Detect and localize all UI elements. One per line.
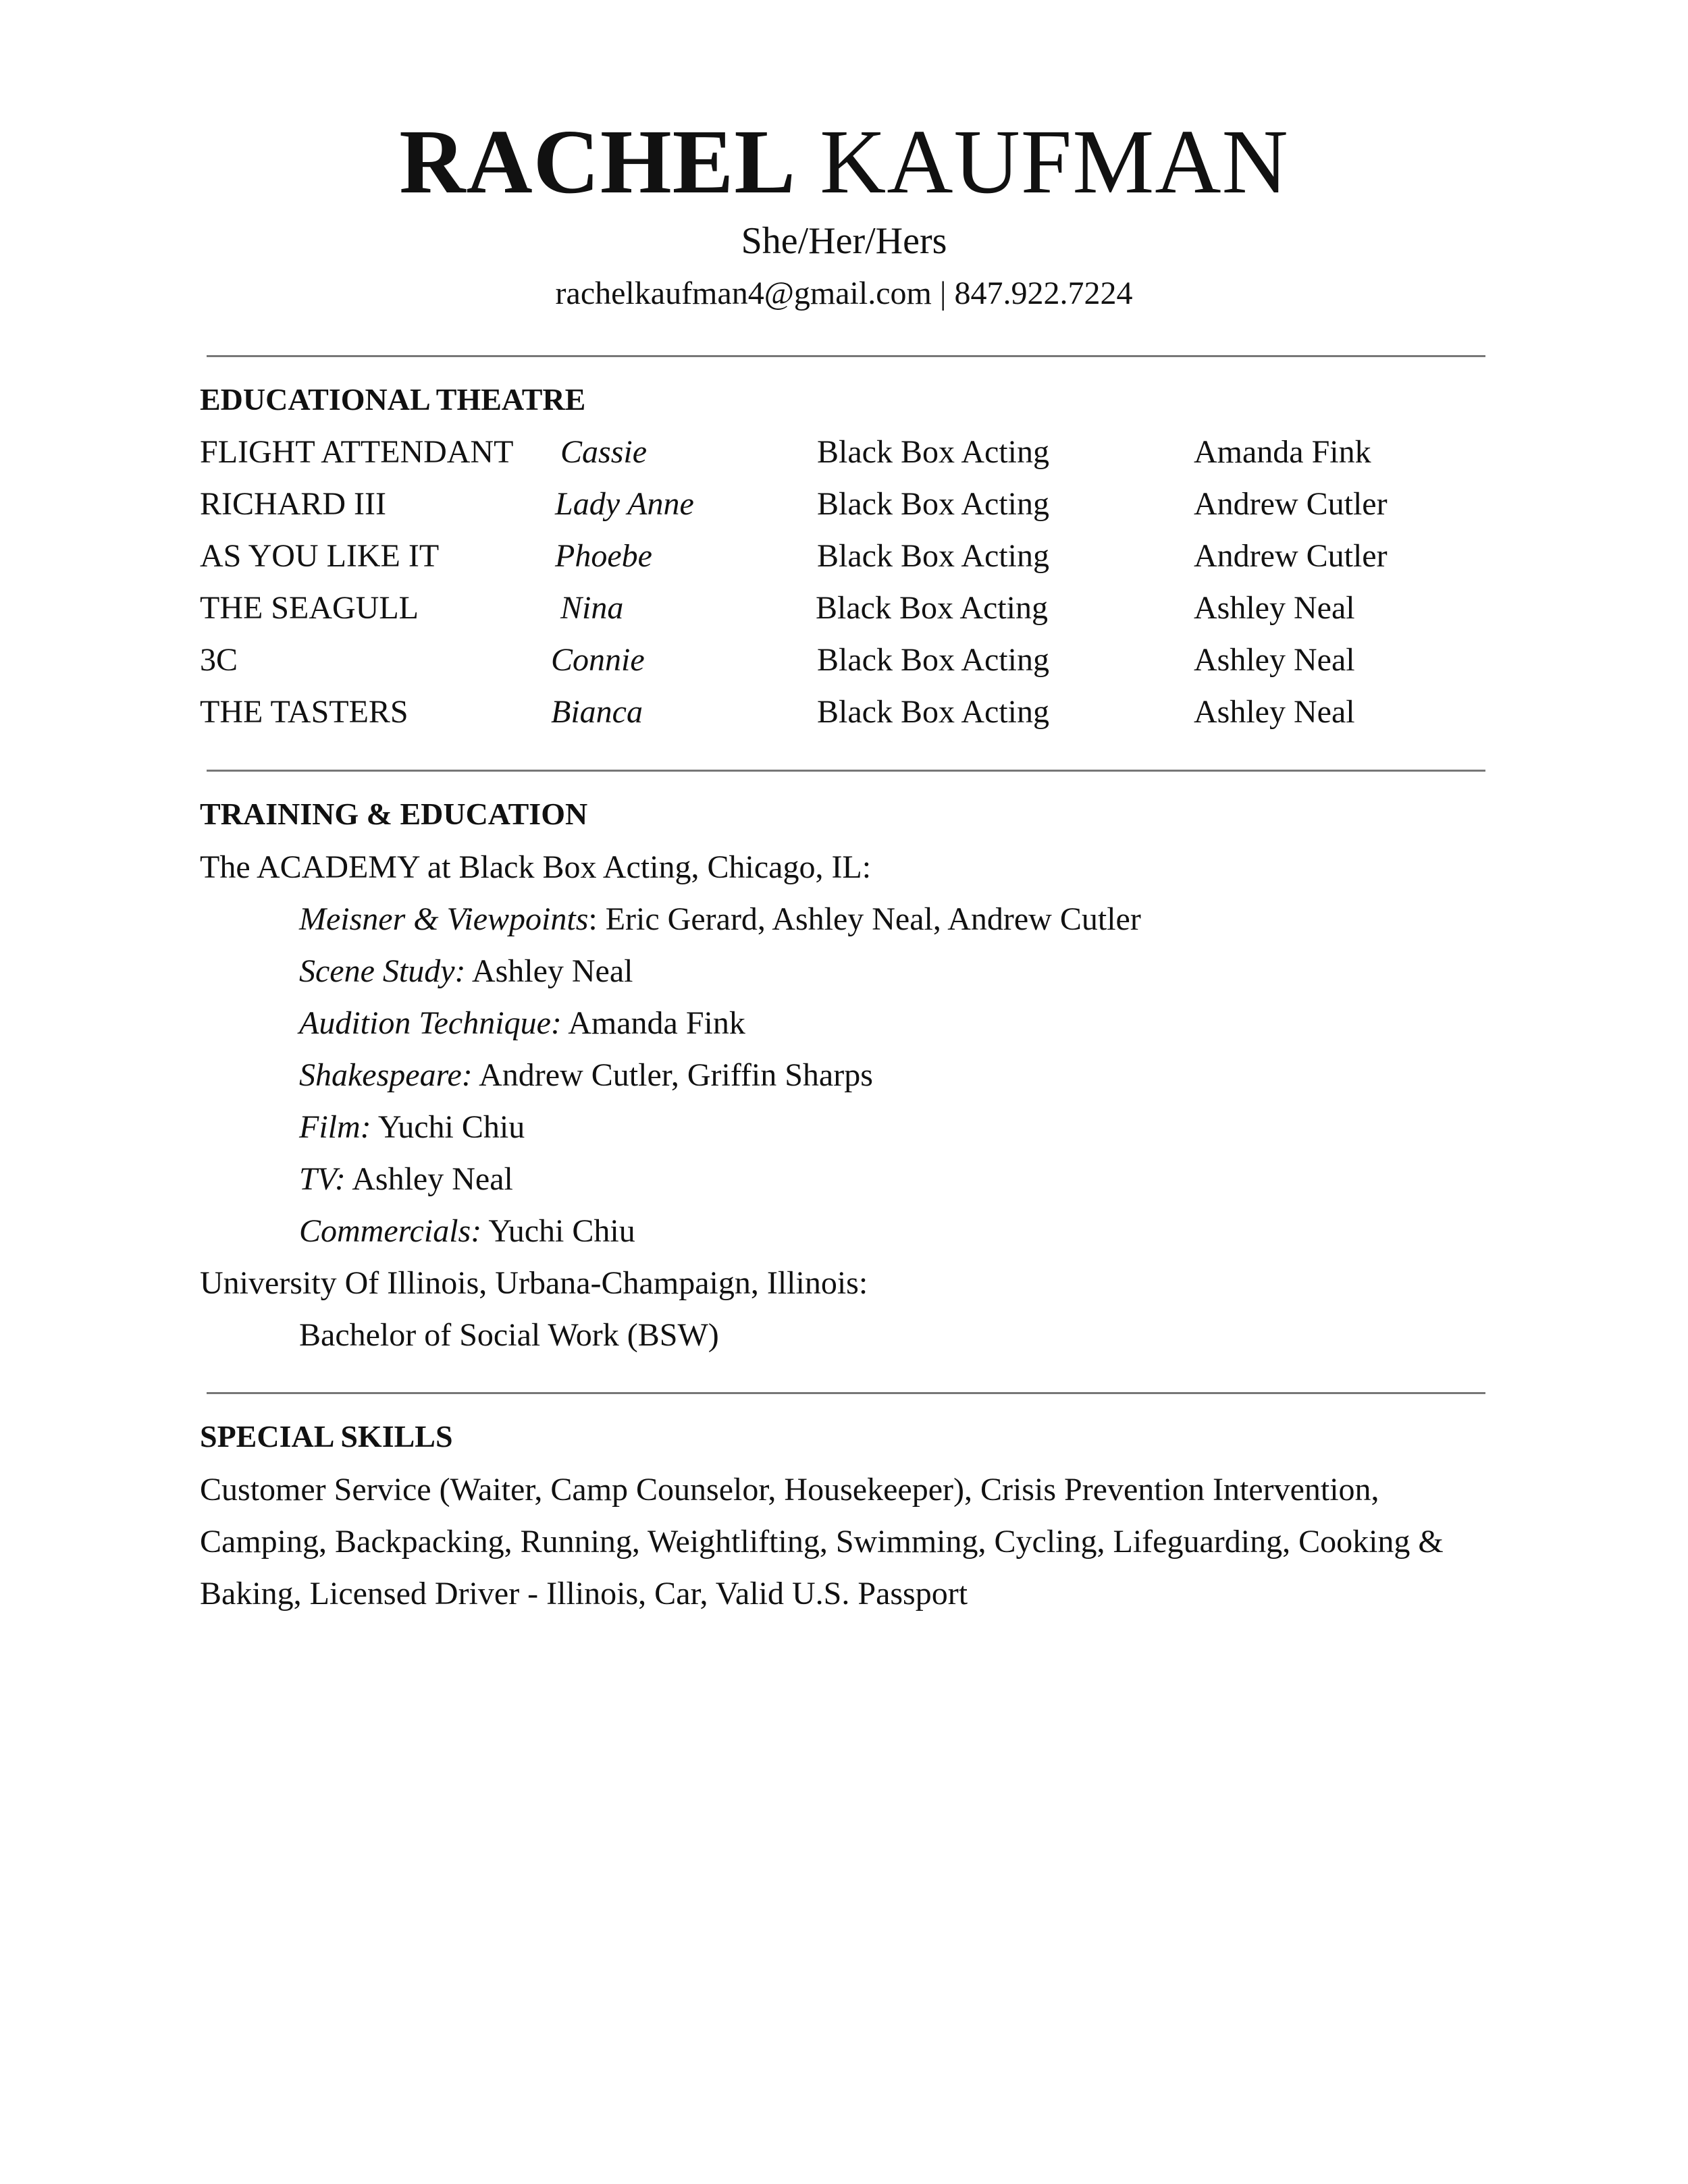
class-teachers: Yuchi Chiu — [377, 1109, 525, 1145]
class-teachers: Eric Gerard, Ashley Neal, Andrew Cutler — [605, 901, 1141, 937]
credit-director: Amanda Fink — [1194, 434, 1371, 470]
credit-show: AS YOU LIKE IT — [200, 538, 440, 574]
section-title-training: TRAINING & EDUCATION — [200, 797, 588, 831]
credit-row — [0, 428, 1688, 477]
section-title-educational-theatre: EDUCATIONAL THEATRE — [200, 382, 586, 417]
credit-role: Bianca — [551, 694, 643, 730]
credit-venue: Black Box Acting — [816, 590, 1048, 626]
credit-director: Ashley Neal — [1194, 590, 1355, 626]
section-title-special-skills: SPECIAL SKILLS — [200, 1419, 453, 1454]
class-separator — [346, 1161, 352, 1197]
last-name: KAUFMAN — [820, 111, 1289, 213]
divider — [207, 355, 1485, 357]
credit-director: Ashley Neal — [1194, 642, 1355, 678]
class-subject: TV: — [299, 1161, 346, 1197]
credit-venue: Black Box Acting — [817, 694, 1049, 730]
class-teachers: Ashley Neal — [352, 1161, 513, 1197]
credit-role: Phoebe — [555, 538, 652, 574]
credit-venue: Black Box Acting — [817, 434, 1049, 470]
first-name: RACHEL — [399, 111, 797, 213]
class-teachers: Yuchi Chiu — [488, 1213, 635, 1249]
class-line — [299, 1155, 513, 1204]
credit-director: Andrew Cutler — [1194, 486, 1388, 522]
class-separator: : — [588, 901, 606, 937]
credit-show: FLIGHT ATTENDANT — [200, 434, 514, 470]
credit-show: THE SEAGULL — [200, 590, 419, 626]
class-subject: Meisner & Viewpoints — [299, 901, 589, 937]
class-teachers: Andrew Cutler, Griffin Sharps — [479, 1057, 873, 1093]
divider — [207, 770, 1485, 772]
credit-show: THE TASTERS — [200, 694, 408, 730]
class-line — [299, 895, 1141, 944]
class-line — [299, 947, 633, 996]
contact-info: rachelkaufman4@gmail.com | 847.922.7224 — [555, 275, 1133, 311]
class-separator — [466, 953, 472, 989]
credit-director: Ashley Neal — [1194, 694, 1355, 730]
credit-row — [0, 584, 1688, 633]
credit-venue: Black Box Acting — [817, 538, 1049, 574]
class-subject: Shakespeare: — [299, 1057, 473, 1093]
class-line — [299, 999, 745, 1048]
credit-role: Lady Anne — [555, 486, 694, 522]
class-separator — [562, 1005, 568, 1041]
university-line: University Of Illinois, Urbana-Champaign, Illinois: — [200, 1265, 868, 1301]
class-subject: Commercials: — [299, 1213, 482, 1249]
pronouns: She/Her/Hers — [741, 220, 947, 262]
credit-row — [0, 688, 1688, 737]
credit-row — [0, 480, 1688, 529]
divider — [207, 1392, 1485, 1394]
class-subject: Film: — [299, 1109, 371, 1145]
credit-role: Cassie — [560, 434, 648, 470]
class-line — [299, 1103, 525, 1152]
academy-line: The ACADEMY at Black Box Acting, Chicago, IL: — [200, 849, 872, 885]
credit-role: Connie — [551, 642, 645, 678]
credit-role: Nina — [560, 590, 624, 626]
credit-show: RICHARD III — [200, 486, 386, 522]
resume-name — [0, 108, 1688, 216]
credit-row — [0, 636, 1688, 685]
class-line — [299, 1207, 635, 1256]
class-separator — [481, 1213, 488, 1249]
class-separator — [371, 1109, 378, 1145]
credit-venue: Black Box Acting — [817, 642, 1049, 678]
class-subject: Scene Study: — [299, 953, 466, 989]
class-teachers: Ashley Neal — [471, 953, 633, 989]
class-teachers: Amanda Fink — [568, 1005, 745, 1041]
credit-venue: Black Box Acting — [817, 486, 1049, 522]
credit-show: 3C — [200, 642, 238, 678]
class-line — [299, 1051, 873, 1100]
credit-director: Andrew Cutler — [1194, 538, 1388, 574]
degree-line: Bachelor of Social Work (BSW) — [299, 1317, 719, 1353]
class-separator — [473, 1057, 479, 1093]
special-skills-text: Customer Service (Waiter, Camp Counselor, Housekeeper), Crisis Prevention Intervention, Camping, Backpacking, Running, Weightlifting, Swimming, Cycling, Lifeguarding, Cooking & Baking, Licensed Driver - Illinois, Car, Valid U.S. Passport — [200, 1472, 1444, 1612]
credit-row — [0, 532, 1688, 581]
class-subject: Audition Technique: — [299, 1005, 562, 1041]
